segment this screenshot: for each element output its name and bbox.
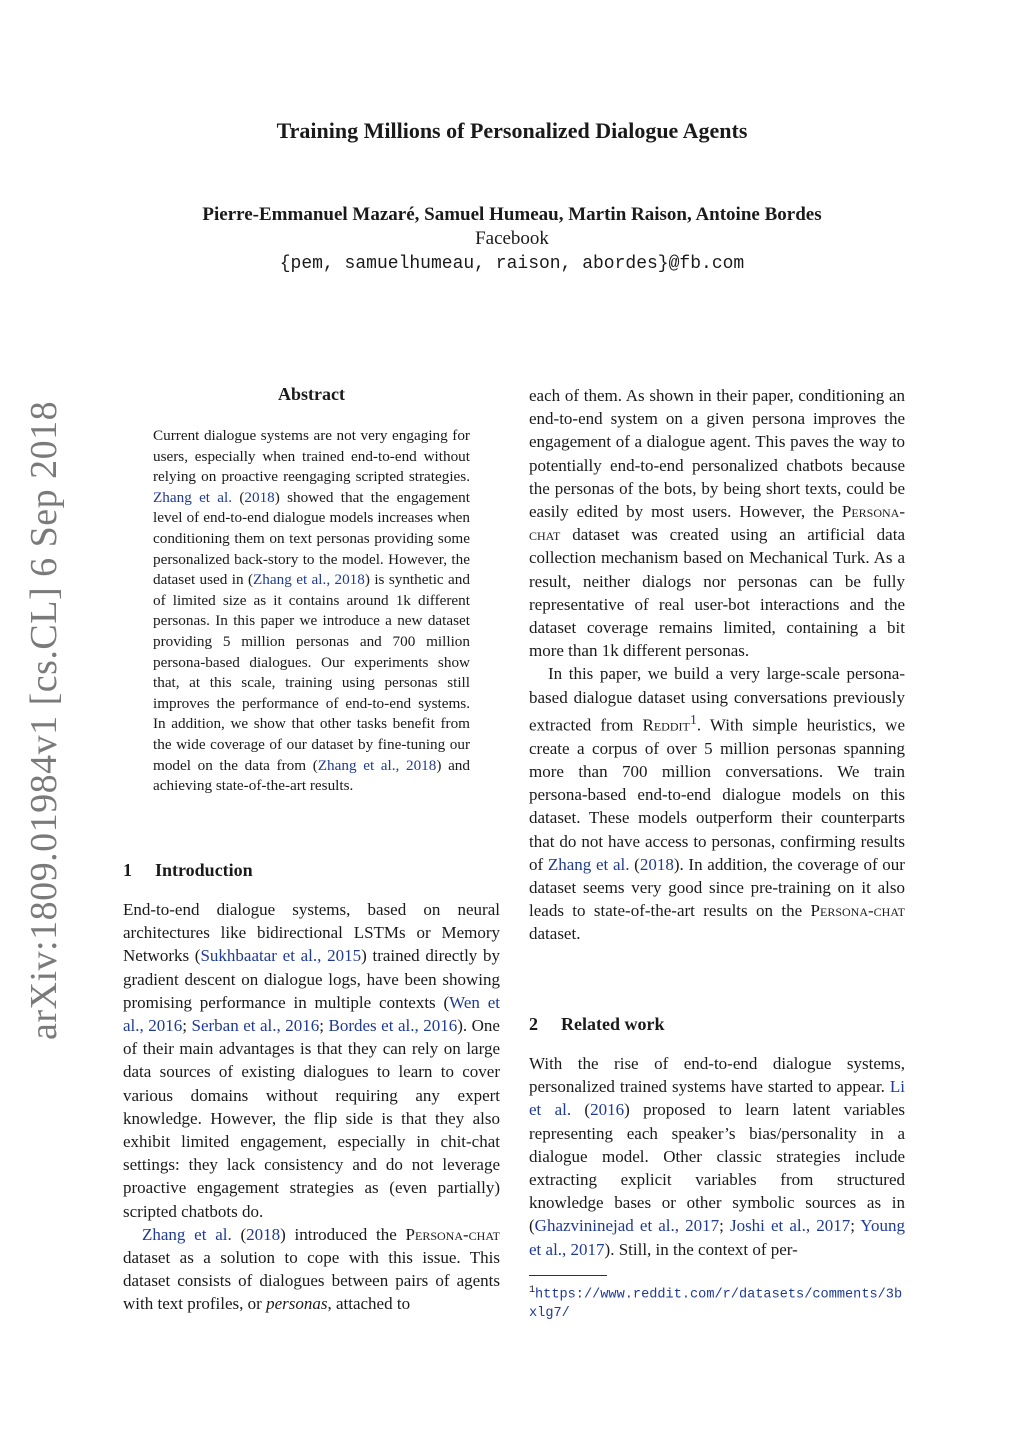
- emphasis: personas: [266, 1294, 328, 1314]
- author-list: Pierre-Emmanuel Mazaré, Samuel Humeau, Martin Raison, Antoine Bordes: [202, 204, 822, 225]
- citation-link[interactable]: Serban et al., 2016: [191, 1016, 320, 1036]
- section-heading-introduction: [123, 860, 253, 881]
- intro-paragraph-1: End-to-end dialogue systems, based on neural architectures like bidirectional LSTMs or Memory Networks (Sukhbaatar et al., 2015) trained directly by gradient descent on dialogue logs, have been showing promising performance in multiple contexts (Wen et al., 2016; Serban et al., 2016; Bordes et al., 2016). One of their main advantages is that they can rely on large data sources of existing dialogues to learn to cover various domains without requiring any expert knowledge. However, the flip side is that they also exhibit limited engagement, especially in chit-chat settings: they lack consistency and do not leverage proactive engagement strategies as (even partially) scripted chatbots do.: [123, 900, 501, 1221]
- dataset-name: Persona-chat: [810, 901, 905, 921]
- arxiv-identifier: arXiv:1809.01984v1 [cs.CL] 6 Sep 2018: [23, 400, 65, 1040]
- abstract-text: ) is synthetic and of limited size as it contains around 1k different personas. In this paper we introduce a new dataset providing 5 million personas and 700 million persona-based dialogues. Our experiments show that, at this scale, training using personas still improves the performance of end-to-end systems. In addition, we show that other tasks benefit from the wide coverage of our dataset by fine-tuning our model on the data from (: [153, 571, 470, 774]
- abstract-text: ) showed that the engagement level of end-to-end dialogue models increases when conditioning them on text personas providing some personalized back-story to the model. However, the dataset used in (: [153, 488, 470, 589]
- citation-link[interactable]: 2018: [246, 1224, 281, 1244]
- footnote-url-link[interactable]: https://www.reddit.com/r/datasets/comments/3bxlg7/: [529, 1287, 903, 1321]
- intro-paragraph-3: In this paper, we build a very large-scale persona-based dialogue dataset using conversations previously extracted from Reddit$^1$. With simple heuristics, we create a corpus of over 5 million personas spanning more than 700 million conversations. We train persona-based end-to-end dialogue models on this dataset. These models outperform their counterparts that do not have access to personas, confirming results of Zhang et al. (2018). In addition, the coverage of our dataset seems very good since pre-training on it also leads to state-of-the-art results on the Persona-chat dataset.: [529, 664, 905, 944]
- intro-paragraph-2-start: Zhang et al. (2018) introduced the Persona-chat dataset as a solution to cope with this issue. This dataset consists of dialogues between pairs of agents with text profiles, or personas, attached to: [123, 1224, 500, 1314]
- citation-link[interactable]: Joshi et al., 2017: [729, 1216, 851, 1236]
- citation-link[interactable]: Zhang et al.: [153, 488, 233, 506]
- citation-link[interactable]: Zhang et al., 2018: [253, 571, 365, 589]
- citation-link[interactable]: Li et al.: [529, 1077, 905, 1120]
- footnote-number: 1: [529, 1285, 536, 1296]
- footnote-divider: [529, 1275, 607, 1276]
- related-paragraph-1: With the rise of end-to-end dialogue systems, personalized trained systems have started to appear. Li et al. (2016) proposed to learn latent variables representing each speaker’s bias/personality in a dialogue model. Other classic strategies include extracting explicit variables from structured knowledge bases or other symbolic sources as in (Ghazvininejad et al., 2017; Joshi et al., 2017; Young et al., 2017). Still, in the context of per-: [529, 1054, 905, 1259]
- abstract-body: [153, 426, 470, 797]
- citation-link[interactable]: Wen et al., 2016: [123, 992, 500, 1036]
- related-work-body: [529, 1052, 905, 1261]
- split-text: each of them. As shown in their paper, conditioning an end-to-end system on a given persona improves the engagement of a dialogue agent. This paves the way to potentially end-to-end personalized chatbots because the personas of the bots, by being short texts, could be easily edited by most users. However, the: [529, 386, 905, 522]
- dataset-name: Persona-chat: [405, 1224, 500, 1244]
- citation-link[interactable]: Zhang et al.: [547, 854, 630, 874]
- abstract-heading: Abstract: [278, 384, 345, 404]
- citation-link[interactable]: 2018: [639, 854, 674, 874]
- citation-link[interactable]: Young et al., 2017: [529, 1216, 905, 1259]
- abstract-text: ) and achieving state-of-the-art results.: [153, 756, 470, 795]
- section-title: Related work: [561, 1014, 665, 1034]
- citation-link[interactable]: Zhang et al., 2018: [317, 756, 437, 774]
- section-heading-related-work: [529, 1014, 664, 1035]
- abstract-text: Current dialogue systems are not very engaging for users, especially when trained end-to-end without relying on proactive reengaging scripted strategies.: [153, 427, 470, 486]
- intro-paragraph-2-cont: [529, 384, 905, 662]
- citation-link[interactable]: Ghazvininejad et al., 2017: [534, 1216, 720, 1236]
- section-title: Introduction: [155, 860, 253, 880]
- affiliation: Facebook: [475, 228, 549, 249]
- section-number: 1: [123, 860, 132, 880]
- dataset-name: Reddit: [642, 715, 690, 735]
- citation-link[interactable]: 2018: [244, 488, 275, 506]
- split-text: dataset was created using an artificial data collection mechanism based on Mechanical Turk. As a result, neither dialogs nor personas can be fully representative of real user-bot interactions and the dataset coverage remains limited, containing a bit more than 1k different personas.: [529, 525, 905, 661]
- paper-title: Training Millions of Personalized Dialogue Agents: [276, 118, 748, 143]
- citation-link[interactable]: Zhang et al.: [142, 1224, 232, 1244]
- split-text: , attached to: [327, 1294, 411, 1314]
- citation-link[interactable]: Sukhbaatar et al., 2015: [200, 946, 362, 966]
- left-column: [123, 898, 500, 1316]
- right-column: [529, 384, 905, 946]
- footnote-marker[interactable]: 1: [689, 711, 697, 728]
- citation-link[interactable]: Bordes et al., 2016: [328, 1016, 458, 1036]
- citation-link[interactable]: 2016: [590, 1100, 625, 1120]
- abstract-text: (: [232, 488, 245, 506]
- dataset-name: Persona-chat: [529, 502, 905, 545]
- section-number: 2: [529, 1014, 538, 1034]
- footnote: [529, 1282, 909, 1323]
- author-emails: {pem, samuelhumeau, raison, abordes}@fb.com: [279, 254, 745, 274]
